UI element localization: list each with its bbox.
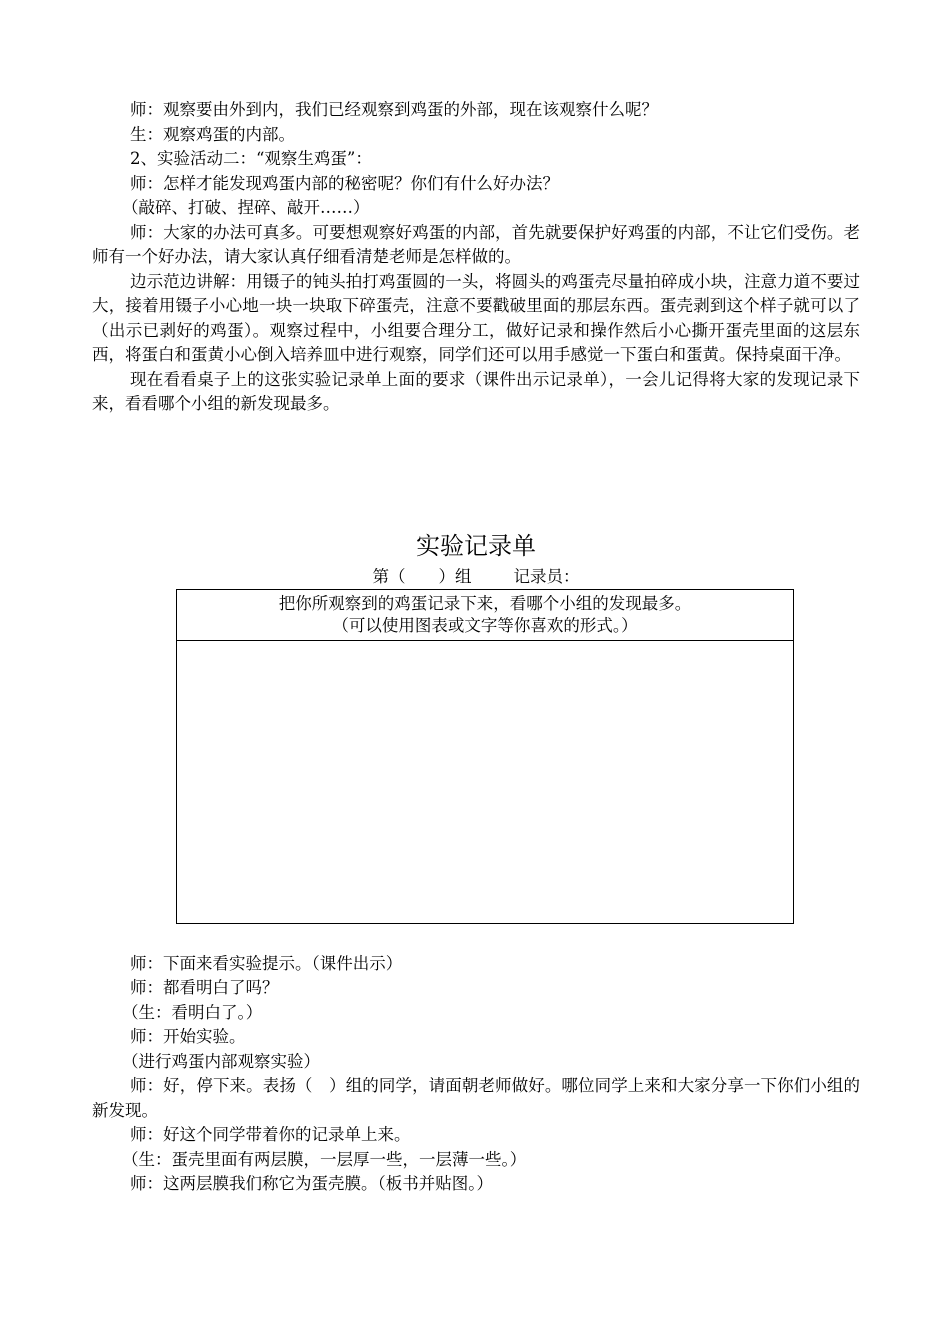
paragraph: 师：下面来看实验提示。（课件出示）: [130, 953, 403, 973]
record-writing-area[interactable]: [177, 641, 793, 923]
paragraph: 师：都看明白了吗？: [130, 978, 279, 997]
intro-section: [92, 98, 860, 417]
paragraph: 师：好这个同学带着你的记录单上来。: [130, 1125, 411, 1144]
group-label: 第（ ）组: [372, 566, 472, 586]
record-sheet-meta: [92, 565, 860, 589]
after-section: [92, 952, 860, 1197]
paragraph: （生：看明白了。）: [122, 1002, 263, 1022]
paragraph: 师：怎样才能发现鸡蛋内部的秘密呢？你们有什么好办法？: [130, 173, 559, 193]
record-table: [176, 589, 794, 924]
spacer: [92, 417, 860, 529]
instruction-line: 把你所观察到的鸡蛋记录下来，看哪个小组的发现最多。: [278, 593, 692, 613]
paragraph: 师：观察要由外到内，我们已经观察到鸡蛋的外部，现在该观察什么呢？: [130, 100, 658, 119]
record-sheet: [92, 529, 860, 924]
paragraph: （进行鸡蛋内部观察实验）: [122, 1051, 320, 1071]
paragraph: 师：这两层膜我们称它为蛋壳膜。（板书并贴图。）: [130, 1174, 493, 1193]
document-page: [92, 98, 860, 1197]
paragraph: 边示范边讲解：用镊子的钝头拍打鸡蛋圆的一头，将圆头的鸡蛋壳尽量拍碎成小块，注意力道不要过大，接着用镊子小心地一块一块取下碎蛋壳，注意不要戳破里面的那层东西。蛋壳剥到这个样子就可以了（出示已剥好的鸡蛋）。观察过程中，小组要合理分工，做好记录和操作然后小心撕开蛋壳里面的这层东西，将蛋白和蛋黄小心倒入培养皿中进行观察，同学们还可以用手感觉一下蛋白和蛋黄。保持桌面干净。: [92, 271, 860, 364]
paragraph: 师：大家的办法可真多。可要想观察好鸡蛋的内部，首先就要保护好鸡蛋的内部，不让它们受伤。老师有一个好办法，请大家认真仔细看清楚老师是怎样做的。: [92, 222, 860, 266]
paragraph: 现在看看桌子上的这张实验记录单上面的要求（课件出示记录单），一会儿记得将大家的发现记录下来，看看哪个小组的新发现最多。: [92, 369, 860, 413]
paragraph: 师：好，停下来。表扬（ ）组的同学，请面朝老师做好。哪位同学上来和大家分享一下你们小组的新发现。: [92, 1076, 860, 1120]
record-sheet-title: 实验记录单: [416, 531, 536, 560]
paragraph: （生：蛋壳里面有两层膜，一层厚一些，一层薄一些。）: [122, 1149, 527, 1169]
instruction-line: （可以使用图表或文字等你喜欢的形式。）: [332, 615, 638, 635]
paragraph: 2、实验活动二：“观察生鸡蛋”：: [130, 149, 372, 168]
paragraph: （敲碎、打破、捏碎、敲开……）: [122, 198, 370, 217]
record-instructions: [177, 590, 793, 641]
paragraph: 生：观察鸡蛋的内部。: [130, 124, 295, 144]
recorder-label: 记录员：: [513, 566, 580, 586]
paragraph: 师：开始实验。: [130, 1027, 246, 1046]
